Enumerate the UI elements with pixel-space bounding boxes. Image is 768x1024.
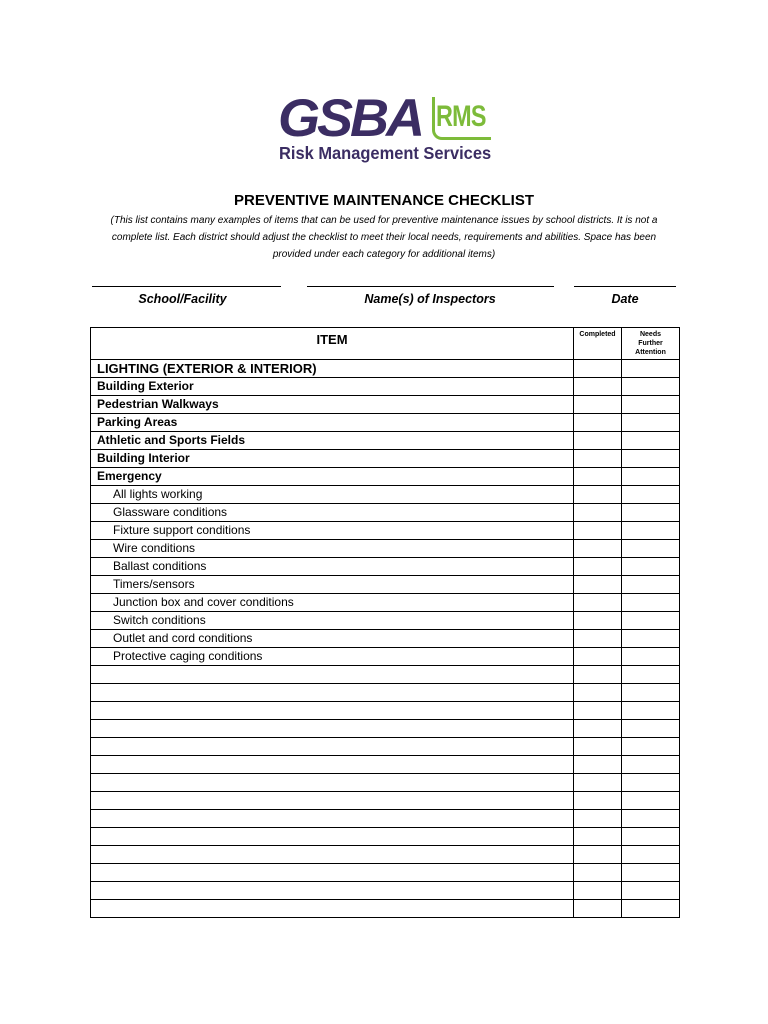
- needs-attention-checkbox-cell[interactable]: [622, 882, 680, 900]
- table-row: [91, 504, 680, 522]
- table-row: [91, 558, 680, 576]
- item-cell: Glassware conditions: [91, 504, 574, 522]
- table-row: [91, 522, 680, 540]
- blank-item-cell[interactable]: [91, 864, 574, 882]
- item-cell: Building Interior: [91, 450, 574, 468]
- blank-item-cell[interactable]: [91, 720, 574, 738]
- item-cell: Wire conditions: [91, 540, 574, 558]
- needs-attention-checkbox-cell[interactable]: [622, 774, 680, 792]
- needs-attention-checkbox-cell[interactable]: [622, 504, 680, 522]
- item-cell: All lights working: [91, 486, 574, 504]
- table-row: [91, 594, 680, 612]
- completed-checkbox-cell[interactable]: [574, 810, 622, 828]
- needs-attention-checkbox-cell[interactable]: [622, 612, 680, 630]
- blank-item-cell[interactable]: [91, 738, 574, 756]
- needs-attention-checkbox-cell[interactable]: [622, 846, 680, 864]
- blank-item-cell[interactable]: [91, 702, 574, 720]
- table-row: [91, 720, 680, 738]
- table-row: [91, 828, 680, 846]
- completed-checkbox-cell[interactable]: [574, 630, 622, 648]
- logo-wordmark: GSBA: [278, 89, 422, 148]
- blank-item-cell[interactable]: [91, 900, 574, 918]
- needs-attention-checkbox-cell[interactable]: [622, 756, 680, 774]
- completed-checkbox-cell[interactable]: [574, 792, 622, 810]
- completed-checkbox-cell[interactable]: [574, 900, 622, 918]
- completed-checkbox-cell[interactable]: [574, 432, 622, 450]
- needs-attention-checkbox-cell[interactable]: [622, 738, 680, 756]
- completed-checkbox-cell[interactable]: [574, 774, 622, 792]
- completed-checkbox-cell[interactable]: [574, 504, 622, 522]
- blank-item-cell[interactable]: [91, 756, 574, 774]
- page-title: PREVENTIVE MAINTENANCE CHECKLIST: [233, 192, 535, 209]
- blank-item-cell[interactable]: [91, 828, 574, 846]
- completed-checkbox-cell[interactable]: [574, 738, 622, 756]
- item-cell: Building Exterior: [91, 378, 574, 396]
- table-row: [91, 792, 680, 810]
- item-cell: LIGHTING (EXTERIOR & INTERIOR): [91, 360, 574, 378]
- completed-checkbox-cell[interactable]: [574, 540, 622, 558]
- needs-attention-checkbox-cell[interactable]: [622, 432, 680, 450]
- needs-attention-checkbox-cell[interactable]: [622, 450, 680, 468]
- date-label: Date: [611, 292, 639, 306]
- blank-item-cell[interactable]: [91, 684, 574, 702]
- needs-attention-checkbox-cell[interactable]: [622, 720, 680, 738]
- table-row: [91, 486, 680, 504]
- needs-attention-checkbox-cell[interactable]: [622, 864, 680, 882]
- needs-attention-checkbox-cell[interactable]: [622, 900, 680, 918]
- completed-checkbox-cell[interactable]: [574, 468, 622, 486]
- needs-attention-checkbox-cell[interactable]: [622, 792, 680, 810]
- item-cell: Ballast conditions: [91, 558, 574, 576]
- checklist-body: [91, 360, 680, 918]
- school-facility-label: School/Facility: [138, 292, 227, 306]
- inspectors-label: Name(s) of Inspectors: [364, 292, 496, 306]
- date-signature-line[interactable]: [574, 286, 676, 287]
- table-row: [91, 774, 680, 792]
- logo-tagline: Risk Management Services: [279, 143, 492, 163]
- blank-item-cell[interactable]: [91, 810, 574, 828]
- table-row: [91, 684, 680, 702]
- table-row: [91, 468, 680, 486]
- needs-attention-column-header: [622, 328, 680, 360]
- logo-rms-badge: RMS: [436, 100, 486, 133]
- table-row: [91, 576, 680, 594]
- table-row: [91, 630, 680, 648]
- needs-attention-checkbox-cell[interactable]: [622, 828, 680, 846]
- item-cell: Pedestrian Walkways: [91, 396, 574, 414]
- table-row: [91, 540, 680, 558]
- completed-checkbox-cell[interactable]: [574, 576, 622, 594]
- needs-attention-checkbox-cell[interactable]: [622, 360, 680, 378]
- needs-attention-checkbox-cell[interactable]: [622, 576, 680, 594]
- blank-item-cell[interactable]: [91, 666, 574, 684]
- item-column-header: ITEM: [91, 328, 574, 360]
- needs-attention-header-line: Needs: [639, 331, 661, 338]
- table-row: [91, 846, 680, 864]
- item-cell: Emergency: [91, 468, 574, 486]
- completed-checkbox-cell[interactable]: [574, 846, 622, 864]
- table-row: [91, 702, 680, 720]
- needs-attention-checkbox-cell[interactable]: [622, 594, 680, 612]
- blank-item-cell[interactable]: [91, 846, 574, 864]
- inspectors-signature-line[interactable]: [307, 286, 554, 287]
- needs-attention-checkbox-cell[interactable]: [622, 702, 680, 720]
- item-cell: Timers/sensors: [91, 576, 574, 594]
- table-row: [91, 612, 680, 630]
- completed-checkbox-cell[interactable]: [574, 828, 622, 846]
- completed-checkbox-cell[interactable]: [574, 864, 622, 882]
- completed-checkbox-cell[interactable]: [574, 720, 622, 738]
- needs-attention-checkbox-cell[interactable]: [622, 522, 680, 540]
- table-row: [91, 864, 680, 882]
- blank-item-cell[interactable]: [91, 882, 574, 900]
- needs-attention-checkbox-cell[interactable]: [622, 648, 680, 666]
- checklist-table: [90, 327, 680, 918]
- completed-checkbox-cell[interactable]: [574, 486, 622, 504]
- blank-item-cell[interactable]: [91, 774, 574, 792]
- table-row: [91, 432, 680, 450]
- completed-checkbox-cell[interactable]: [574, 702, 622, 720]
- needs-attention-checkbox-cell[interactable]: [622, 468, 680, 486]
- completed-checkbox-cell[interactable]: [574, 684, 622, 702]
- needs-attention-checkbox-cell[interactable]: [622, 486, 680, 504]
- table-row: [91, 882, 680, 900]
- intro-line: provided under each category for additional items): [272, 249, 496, 260]
- completed-checkbox-cell[interactable]: [574, 558, 622, 576]
- item-cell: Protective caging conditions: [91, 648, 574, 666]
- table-row: [91, 900, 680, 918]
- completed-checkbox-cell[interactable]: [574, 612, 622, 630]
- completed-checkbox-cell[interactable]: [574, 450, 622, 468]
- table-row: [91, 450, 680, 468]
- needs-attention-checkbox-cell[interactable]: [622, 630, 680, 648]
- item-cell: Parking Areas: [91, 414, 574, 432]
- needs-attention-checkbox-cell[interactable]: [622, 684, 680, 702]
- item-cell: Switch conditions: [91, 612, 574, 630]
- needs-attention-checkbox-cell[interactable]: [622, 540, 680, 558]
- completed-checkbox-cell[interactable]: [574, 756, 622, 774]
- table-header-row: [91, 328, 680, 360]
- item-cell: Fixture support conditions: [91, 522, 574, 540]
- needs-attention-checkbox-cell[interactable]: [622, 378, 680, 396]
- table-row: [91, 648, 680, 666]
- completed-checkbox-cell[interactable]: [574, 360, 622, 378]
- needs-attention-checkbox-cell[interactable]: [622, 666, 680, 684]
- completed-checkbox-cell[interactable]: [574, 648, 622, 666]
- table-row: [91, 360, 680, 378]
- gsba-rms-logo: [278, 89, 492, 166]
- needs-attention-checkbox-cell[interactable]: [622, 810, 680, 828]
- completed-checkbox-cell[interactable]: [574, 882, 622, 900]
- needs-attention-checkbox-cell[interactable]: [622, 396, 680, 414]
- item-cell: Athletic and Sports Fields: [91, 432, 574, 450]
- completed-checkbox-cell[interactable]: [574, 666, 622, 684]
- intro-text: [96, 212, 672, 263]
- table-row: [91, 810, 680, 828]
- needs-attention-header-line: Attention: [635, 349, 666, 356]
- intro-line: (This list contains many examples of items that can be used for preventive maintenance issues by school districts. It is not a: [110, 215, 658, 226]
- completed-checkbox-cell[interactable]: [574, 414, 622, 432]
- completed-checkbox-cell[interactable]: [574, 522, 622, 540]
- needs-attention-checkbox-cell[interactable]: [622, 558, 680, 576]
- completed-checkbox-cell[interactable]: [574, 396, 622, 414]
- needs-attention-checkbox-cell[interactable]: [622, 414, 680, 432]
- item-cell: Outlet and cord conditions: [91, 630, 574, 648]
- completed-column-header: Completed: [574, 328, 622, 360]
- table-row: [91, 756, 680, 774]
- intro-line: complete list. Each district should adjust the checklist to meet their local needs, requirements and abilities. Space has been: [111, 232, 657, 243]
- table-row: [91, 396, 680, 414]
- table-row: [91, 378, 680, 396]
- completed-checkbox-cell[interactable]: [574, 378, 622, 396]
- completed-checkbox-cell[interactable]: [574, 594, 622, 612]
- table-row: [91, 666, 680, 684]
- table-row: [91, 738, 680, 756]
- item-cell: Junction box and cover conditions: [91, 594, 574, 612]
- needs-attention-header-line: Further: [638, 340, 663, 347]
- school-signature-line[interactable]: [92, 286, 281, 287]
- table-row: [91, 414, 680, 432]
- blank-item-cell[interactable]: [91, 792, 574, 810]
